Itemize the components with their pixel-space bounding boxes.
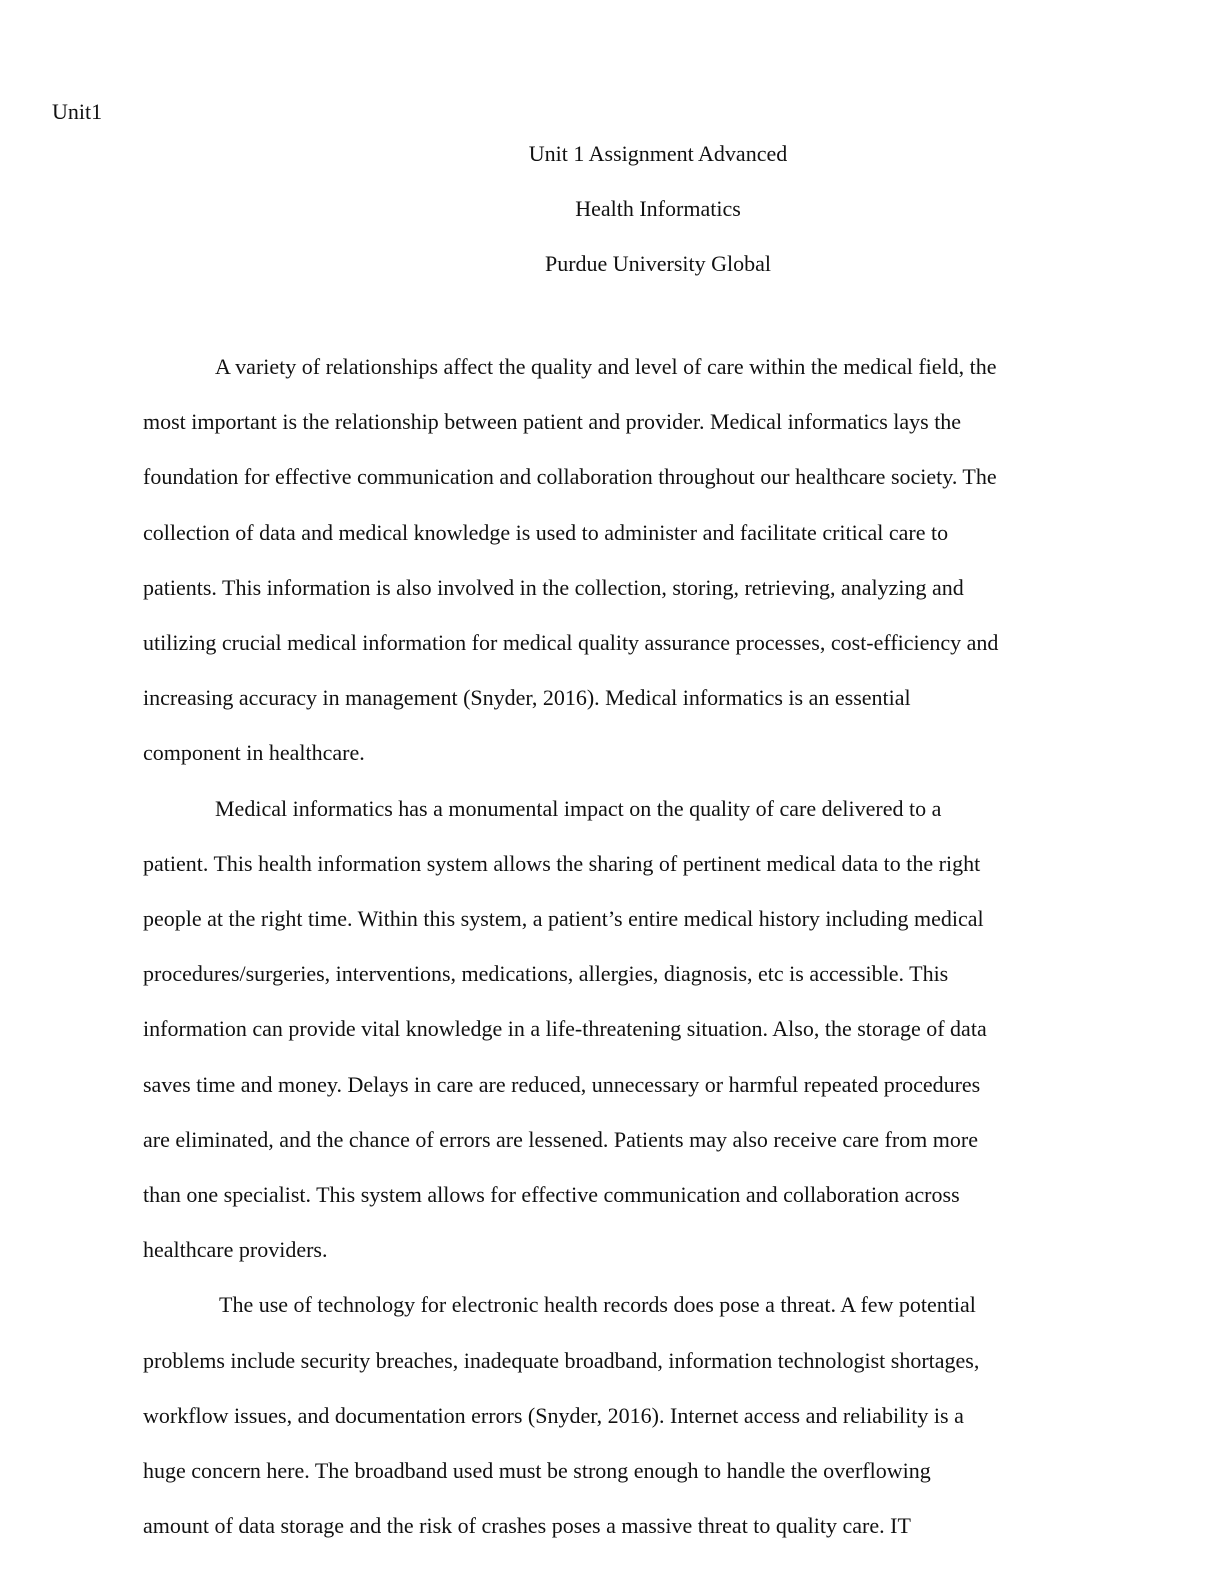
paragraph-1-line: patients. This information is also involved in the collection, storing, retrieving, analyzing and [143,574,964,600]
paragraph-2-line: saves time and money. Delays in care are reduced, unnecessary or harmful repeated procedures [143,1071,981,1097]
paragraph-2-line: procedures/surgeries, interventions, medications, allergies, diagnosis, etc is accessible. This [143,961,949,987]
paragraph-2-line: are eliminated, and the chance of errors are lessened. Patients may also receive care from more [143,1126,978,1152]
paragraph-2-line: healthcare providers. [143,1237,328,1263]
paragraph-1-line: A variety of relationships affect the quality and level of care within the medical field, the [215,354,997,379]
paragraph-1 [143,339,1083,781]
title-block [143,126,1173,291]
paragraph-3 [143,1277,1083,1553]
title-line-3: Purdue University Global [544,251,772,276]
paragraph-2 [143,781,1083,1278]
paragraph-1-line: foundation for effective communication and collaboration throughout our healthcare society. The [143,464,997,490]
paragraph-3-line: huge concern here. The broadband used must be strong enough to handle the overflowing [143,1458,931,1484]
paragraph-1-line: most important is the relationship between patient and provider. Medical informatics lays the [143,409,962,435]
body-text [143,339,1083,1553]
title-line-1: Unit 1 Assignment Advanced [528,141,788,166]
paragraph-2-line: Medical informatics has a monumental impact on the quality of care delivered to a [215,795,942,821]
paragraph-1-line: collection of data and medical knowledge is used to administer and facilitate critical care to [143,519,949,545]
paragraph-2-line: people at the right time. Within this system, a patient’s entire medical history including medical [143,906,984,932]
paragraph-3-line: amount of data storage and the risk of crashes poses a massive threat to quality care. IT [143,1513,911,1539]
paragraph-1-line: component in healthcare. [143,740,365,766]
paragraph-2-line: information can provide vital knowledge in a life-threatening situation. Also, the storage of data [143,1016,987,1042]
paragraph-1-line: utilizing crucial medical information for medical quality assurance processes, cost-efficiency and [143,630,999,656]
paragraph-2-line: patient. This health information system allows the sharing of pertinent medical data to the right [143,850,981,876]
paragraph-3-line: The use of technology for electronic health records does pose a threat. A few potential [219,1292,976,1318]
paragraph-2-line: than one specialist. This system allows for effective communication and collaboration across [143,1182,960,1208]
paragraph-3-line: workflow issues, and documentation errors (Snyder, 2016). Internet access and reliability is a [143,1402,964,1428]
paragraph-3-line: problems include security breaches, inadequate broadband, information technologist shortages, [143,1347,980,1373]
paragraph-1-line: increasing accuracy in management (Snyder, 2016). Medical informatics is an essential [143,685,911,711]
running-head: Unit1 [52,99,103,124]
title-line-2: Health Informatics [575,196,741,221]
